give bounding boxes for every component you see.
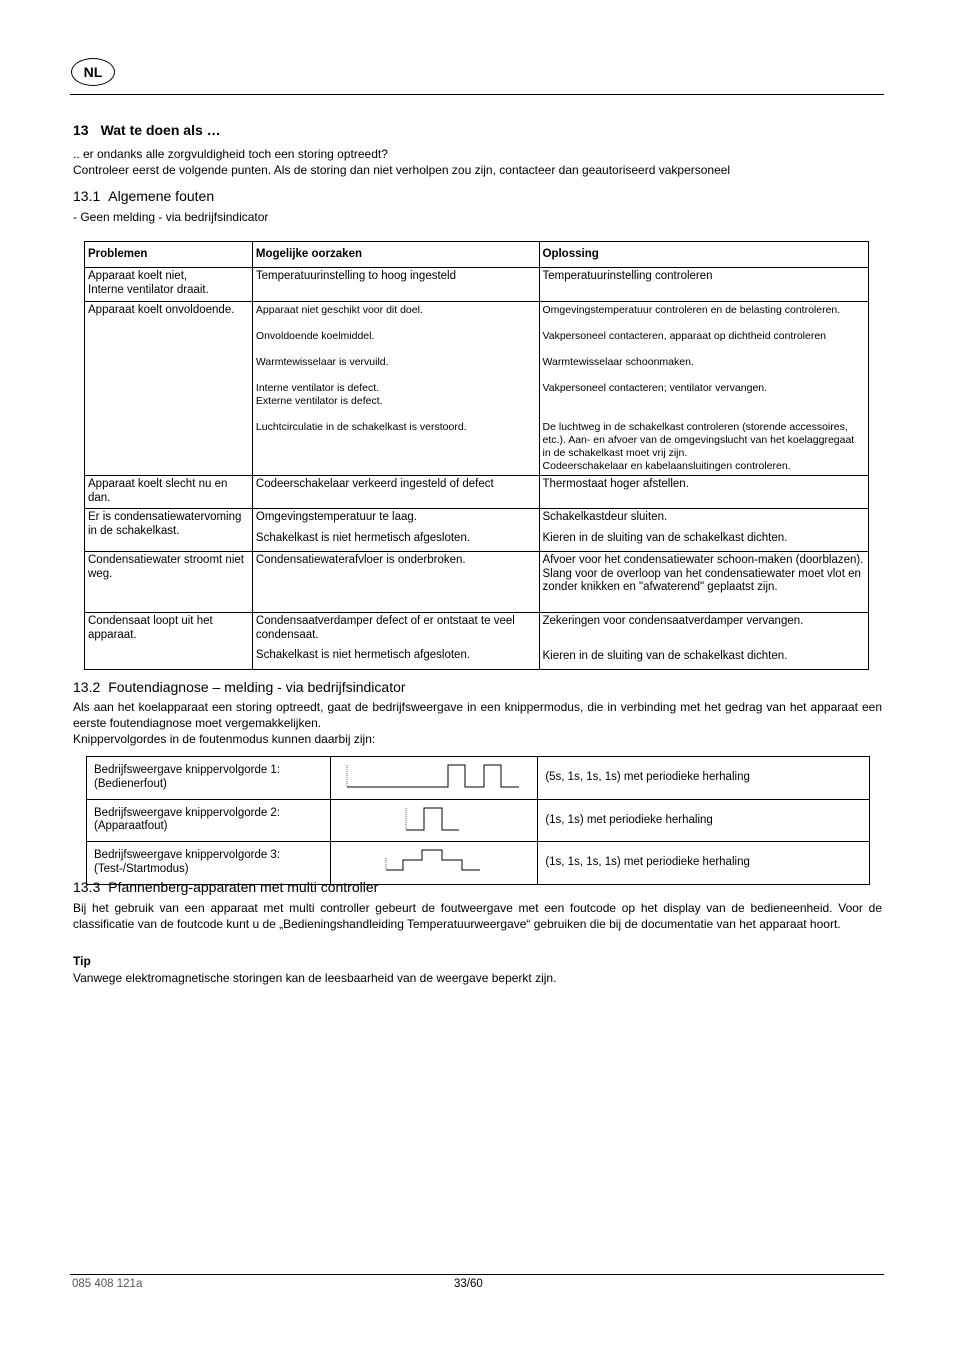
- solution-text: Zekeringen voor condensaatverdamper vervangen.: [542, 615, 804, 627]
- page-number: 33/60: [454, 1278, 483, 1290]
- tip-title: Tip: [73, 954, 91, 968]
- header-rule: [70, 94, 884, 95]
- sequence-waveform-cell: [331, 842, 538, 885]
- table-row: [87, 799, 870, 842]
- general-faults-table: [84, 241, 869, 670]
- problem-cell: Condensaat loopt uit het apparaat.: [85, 613, 253, 670]
- section-number: 13: [73, 122, 89, 138]
- cause-cell: Codeerschakelaar verkeerd ingesteld of defect: [252, 476, 539, 509]
- waveform-sequence-3: [331, 842, 537, 879]
- solution-text: De luchtweg in de schakelkast controleren (storende accessoires, etc.). Aan- en afvoer van de omgevingslucht van het koelaggregaat in de schakelkast moet vrij zijn.: [542, 421, 855, 459]
- cause-text: Schakelkast is niet hermetisch afgesloten.: [255, 649, 471, 661]
- sequence-label: Bedrijfsweergave knippervolgorde 2:: [94, 806, 281, 819]
- solution-cell: [539, 302, 868, 476]
- sequence-label: Bedrijfsweergave knippervolgorde 3:: [94, 849, 281, 862]
- problem-cell: Apparaat koelt slecht nu en dan.: [85, 476, 253, 509]
- subsection-title-text: Foutendiagnose – melding - via bedrijfsindicator: [108, 679, 406, 695]
- intro-line-1: .. er ondanks alle zorgvuldigheid toch een storing optreedt?: [73, 147, 388, 161]
- cause-cell: Temperatuurinstelling to hoog ingesteld: [252, 268, 539, 302]
- cause-text: Schakelkast is niet hermetisch afgesloten.: [255, 531, 471, 544]
- problem-text: Interne ventilator draait.: [88, 283, 209, 296]
- problem-cell: [85, 268, 253, 302]
- section-title-text: Wat te doen als …: [100, 122, 221, 138]
- sequence-label-cell: [87, 799, 331, 842]
- language-badge: [71, 58, 115, 86]
- bullet-no-message: - Geen melding - via bedrijfsindicator: [73, 210, 269, 224]
- cause-text: Condensaatverdamper defect of er ontstaat te veel condensaat.: [255, 615, 515, 641]
- sequence-label: Bedrijfsweergave knippervolgorde 1:: [94, 764, 281, 777]
- table-row: [85, 476, 869, 509]
- section-title: [73, 122, 221, 138]
- solution-text: Kieren in de sluiting van de schakelkast dichten.: [542, 649, 788, 662]
- subsection-number: 13.3: [73, 879, 101, 895]
- solution-text: Codeerschakelaar en kabelaansluitingen controleren.: [542, 460, 791, 472]
- solution-cell: Thermostaat hoger afstellen.: [539, 476, 868, 509]
- table-row: [85, 268, 869, 302]
- solution-text: Omgevingstemperatuur controleren en de belasting controleren.: [542, 304, 841, 316]
- footer-rule: [70, 1274, 884, 1275]
- blink-sequences-intro: Knippervolgordes in de foutenmodus kunnen daarbij zijn:: [73, 732, 376, 746]
- tip-text: Vanwege elektromagnetische storingen kan de leesbaarheid van de weergave beperkt zijn.: [73, 971, 557, 985]
- cause-text: Omgevingstemperatuur te laag.: [255, 511, 417, 523]
- problem-cell: Er is condensatiewatervoming in de schakelkast.: [85, 509, 253, 552]
- solution-text: Vakpersoneel contacteren; ventilator vervangen.: [542, 382, 768, 394]
- table-row: [87, 842, 870, 885]
- table-row: [85, 302, 869, 476]
- sequence-waveform-cell: [331, 757, 538, 800]
- subsection-13-3-title: [73, 879, 378, 895]
- table-row: [85, 613, 869, 670]
- solution-text: Warmtewisselaar schoonmaken.: [542, 356, 694, 368]
- solution-text: Afvoer voor het condensatiewater schoon-maken (doorblazen).: [542, 554, 864, 566]
- solution-cell: Temperatuurinstelling controleren: [539, 268, 868, 302]
- table-row: [85, 509, 869, 552]
- sequence-label: (Apparaatfout): [94, 820, 168, 833]
- cause-text: Apparaat niet geschikt voor dit doel.: [255, 304, 423, 316]
- problem-text: Apparaat koelt niet,: [88, 270, 188, 282]
- solution-cell: [539, 552, 868, 613]
- subsection-13-1-title: [73, 188, 214, 204]
- cause-text: Onvoldoende koelmiddel.: [255, 330, 375, 342]
- sequence-waveform-cell: [331, 799, 538, 842]
- table-row: [85, 552, 869, 613]
- multi-controller-paragraph: Bij het gebruik van een apparaat met multi controller gebeurt de foutweergave met een foutcode op het display van de bedieneenheid. Voor de classificatie van de foutcode kunt u de „Bedieningshandleiding Temperatuurweergave“ gebruiken die bij de documentatie van het apparaat hoort.: [73, 901, 882, 931]
- header-causes: Mogelijke oorzaken: [252, 242, 539, 268]
- sequence-description: (1s, 1s) met periodieke herhaling: [538, 799, 870, 842]
- cause-cell: Condensatiewaterafvloer is onderbroken.: [252, 552, 539, 613]
- cause-cell: [252, 613, 539, 670]
- cause-text: Luchtcirculatie in de schakelkast is verstoord.: [255, 421, 467, 433]
- sequence-label: (Bedienerfout): [94, 777, 167, 790]
- problem-cell: Condensatiewater stroomt niet weg.: [85, 552, 253, 613]
- solution-text: Kieren in de sluiting van de schakelkast dichten.: [542, 531, 788, 544]
- blink-sequence-table: [86, 756, 870, 885]
- subsection-number: 13.1: [73, 188, 101, 204]
- subsection-13-2-title: [73, 679, 406, 695]
- solution-text: Vakpersoneel contacteren, apparaat op dichtheid controleren: [542, 330, 827, 342]
- solution-text: Slang voor de overloop van het condensatiewater moet vlot en zonder knikken en "afwaterend" geplaatst zijn.: [542, 567, 861, 593]
- subsection-number: 13.2: [73, 679, 101, 695]
- table-header-row: [85, 242, 869, 268]
- solution-text: Schakelkastdeur sluiten.: [542, 511, 668, 523]
- waveform-sequence-2: [331, 800, 537, 837]
- solution-cell: [539, 509, 868, 552]
- language-code: NL: [83, 64, 103, 80]
- header-solution: Oplossing: [539, 242, 868, 268]
- cause-cell: [252, 509, 539, 552]
- intro-line-2: Controleer eerst de volgende punten. Als de storing dan niet verholpen zou zijn, contacteer dan geautoriseerd vakpersoneel: [73, 163, 731, 177]
- problem-cell: Apparaat koelt onvoldoende.: [85, 302, 253, 476]
- waveform-sequence-1: [331, 757, 537, 794]
- diagnosis-paragraph: Als aan het koelapparaat een storing optreedt, gaat de bedrijfsweergave in een knippermodus, die in verbinding met het gedrag van het apparaat een eerste foutendiagnose moet vergemakkelijken.: [73, 700, 882, 730]
- sequence-label: (Test-/Startmodus): [94, 862, 189, 875]
- cause-text: Externe ventilator is defect.: [255, 395, 383, 407]
- sequence-label-cell: [87, 842, 331, 885]
- sequence-label-cell: [87, 757, 331, 800]
- subsection-title-text: Pfannenberg-apparaten met multi controller: [108, 879, 379, 895]
- document-number: 085 408 121a: [72, 1278, 143, 1290]
- cause-text: Interne ventilator is defect.: [255, 382, 380, 394]
- solution-cell: [539, 613, 868, 670]
- sequence-description: (1s, 1s, 1s, 1s) met periodieke herhaling: [538, 842, 870, 885]
- header-problems: Problemen: [85, 242, 253, 268]
- sequence-description: (5s, 1s, 1s, 1s) met periodieke herhaling: [538, 757, 870, 800]
- subsection-title-text: Algemene fouten: [108, 188, 215, 204]
- table-row: [87, 757, 870, 800]
- cause-cell: [252, 302, 539, 476]
- cause-text: Warmtewisselaar is vervuild.: [255, 356, 389, 368]
